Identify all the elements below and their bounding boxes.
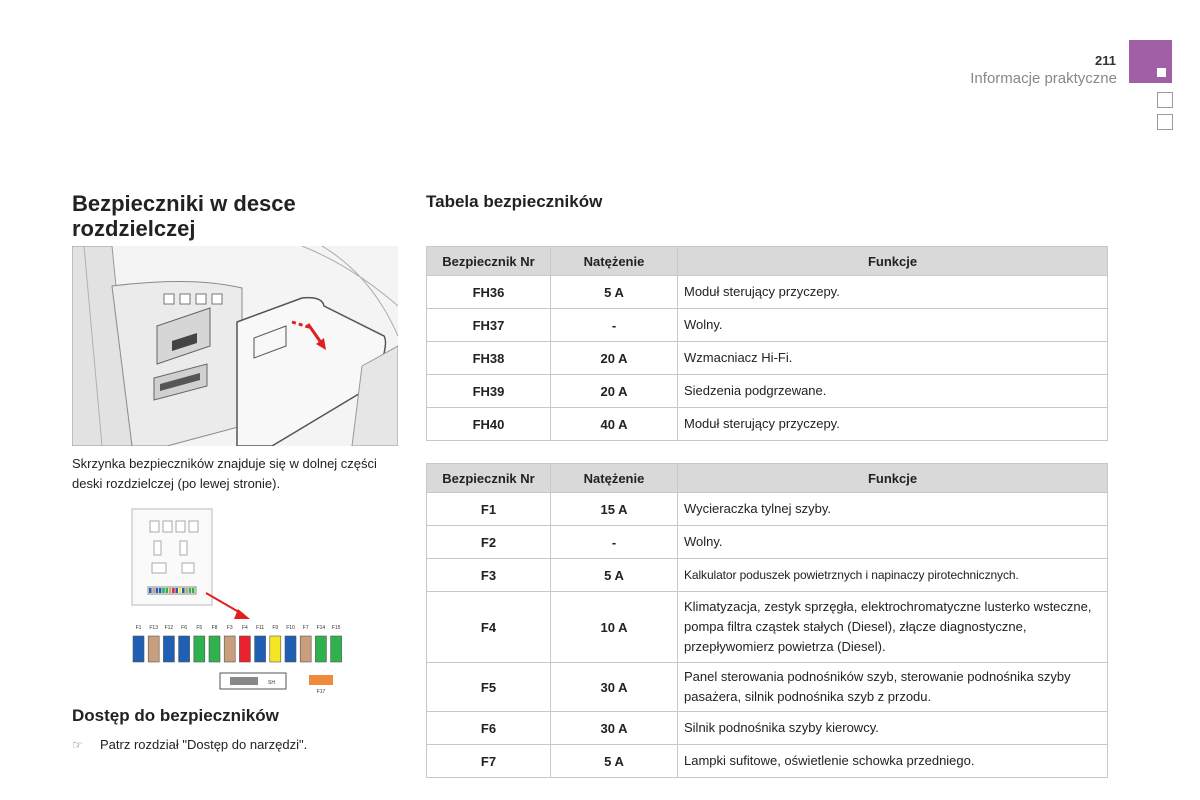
table-row <box>427 342 1108 375</box>
fuse-f1 <box>133 636 144 662</box>
mini-fuse <box>185 588 188 593</box>
fuse-f3 <box>224 636 235 662</box>
mini-fuse <box>162 588 165 593</box>
fuse-label: F8 <box>211 625 218 631</box>
fuse-f6 <box>179 636 190 662</box>
fuse-number-cell: F6 <box>427 712 551 745</box>
column-header-fuse-number: Bezpiecznik Nr <box>427 247 551 276</box>
mini-fuse <box>159 588 162 593</box>
table-row <box>427 493 1108 526</box>
table-row <box>427 559 1108 592</box>
amperage-cell: 30 A <box>551 712 678 745</box>
fuse-number-cell: FH38 <box>427 342 551 375</box>
dashboard-illustration <box>72 246 398 446</box>
page-number: 211 <box>1095 53 1116 68</box>
fusebox-diagram <box>128 505 360 697</box>
fuse-f4 <box>239 636 250 662</box>
amperage-cell: 5 A <box>551 559 678 592</box>
table-row <box>427 408 1108 441</box>
function-cell: Moduł sterujący przyczepy. <box>678 408 1108 441</box>
fuse-number-cell: F7 <box>427 745 551 778</box>
amperage-cell: - <box>551 309 678 342</box>
table-row <box>427 309 1108 342</box>
mini-fuse <box>189 588 192 593</box>
fuse-table-title: Tabela bezpieczników <box>426 192 603 211</box>
column-header-function: Funkcje <box>678 464 1108 493</box>
mini-fuse <box>149 588 152 593</box>
fuse-number-cell: FH39 <box>427 375 551 408</box>
fuse-number-cell: F4 <box>427 592 551 663</box>
fuse-label: F15 <box>331 625 341 631</box>
column-header-fuse-number: Bezpiecznik Nr <box>427 464 551 493</box>
fuse-f12 <box>163 636 174 662</box>
mini-fuse <box>179 588 182 593</box>
function-cell: Silnik podnośnika szyby kierowcy. <box>678 712 1108 745</box>
sh-label: SH <box>268 680 275 686</box>
function-cell: Moduł sterujący przyczepy. <box>678 276 1108 309</box>
access-heading: Dostęp do bezpieczników <box>72 706 279 725</box>
mini-fuse <box>166 588 169 593</box>
fuse-label: F11 <box>255 625 265 631</box>
fuse-table-f <box>426 463 1108 778</box>
table-row <box>427 663 1108 712</box>
amperage-cell: 10 A <box>551 592 678 663</box>
function-cell: Wolny. <box>678 309 1108 342</box>
access-reference-text: Patrz rozdział "Dostęp do narzędzi". <box>100 737 308 752</box>
fuse-f10 <box>285 636 296 662</box>
amperage-cell: 40 A <box>551 408 678 441</box>
fuse-f11 <box>255 636 266 662</box>
fuse-label: F7 <box>302 625 309 631</box>
chapter-tab <box>1157 92 1173 108</box>
function-cell: Panel sterowania podnośników szyb, sterowanie podnośnika szyby pasażera, silnik podnośnika szyb z przodu. <box>678 663 1108 712</box>
fusebox-location-text: Skrzynka bezpieczników znajduje się w dolnej części deski rozdzielczej (po lewej stronie). <box>72 456 377 491</box>
table-row <box>427 712 1108 745</box>
fuse-f9 <box>270 636 281 662</box>
fuse-label: F4 <box>241 625 248 631</box>
hand-pointer-icon: ☞ <box>72 737 83 752</box>
fuse-f13 <box>148 636 159 662</box>
fuse-number-cell: F1 <box>427 493 551 526</box>
mini-fuse <box>169 588 172 593</box>
section-title: Informacje praktyczne <box>970 70 1117 87</box>
fuse-label: F13 <box>149 625 159 631</box>
function-cell: Klimatyzacja, zestyk sprzęgła, elektrochromatyczne lusterko wsteczne, pompa filtra cząstek stałych (Diesel), złącze diagnostyczne, przepływomierz powietrza (Diesel). <box>678 592 1108 663</box>
amperage-cell: - <box>551 526 678 559</box>
fuse-f7 <box>300 636 311 662</box>
page-title: Bezpieczniki w desce rozdzielczej <box>72 191 296 241</box>
function-cell: Siedzenia podgrzewane. <box>678 375 1108 408</box>
column-header-function: Funkcje <box>678 247 1108 276</box>
fuse-number-cell: F2 <box>427 526 551 559</box>
amperage-cell: 20 A <box>551 342 678 375</box>
fuse-number-cell: F3 <box>427 559 551 592</box>
fuse-label: F3 <box>226 625 233 631</box>
function-cell: Lampki sufitowe, oświetlenie schowka przedniego. <box>678 745 1108 778</box>
mini-fuse <box>175 588 178 593</box>
amperage-cell: 5 A <box>551 276 678 309</box>
chapter-tab <box>1157 114 1173 130</box>
f17-label: F17 <box>316 689 326 695</box>
fuse-number-cell: FH40 <box>427 408 551 441</box>
table-row <box>427 592 1108 663</box>
table-row <box>427 745 1108 778</box>
fuse-number-cell: F5 <box>427 663 551 712</box>
fuse-f17 <box>309 675 333 685</box>
fuse-f15 <box>331 636 342 662</box>
fuse-f14 <box>315 636 326 662</box>
access-reference <box>72 737 307 752</box>
fuse-table-fh <box>426 246 1108 441</box>
function-cell: Kalkulator poduszek powietrznych i napinaczy pirotechnicznych. <box>678 559 1108 592</box>
amperage-cell: 20 A <box>551 375 678 408</box>
amperage-cell: 15 A <box>551 493 678 526</box>
fuse-label: F1 <box>135 625 142 631</box>
amperage-cell: 5 A <box>551 745 678 778</box>
fuse-label: F10 <box>286 625 295 631</box>
fuse-label: F9 <box>272 625 279 631</box>
mini-fuse <box>152 588 155 593</box>
mini-fuse <box>192 588 195 593</box>
amperage-cell: 30 A <box>551 663 678 712</box>
fuse-label: F6 <box>181 625 188 631</box>
function-cell: Wzmacniacz Hi-Fi. <box>678 342 1108 375</box>
mini-fuse <box>156 588 159 593</box>
mini-fuse <box>182 588 185 593</box>
chapter-tab-active <box>1129 40 1172 83</box>
table-row <box>427 375 1108 408</box>
fuse-label: F12 <box>164 625 174 631</box>
function-cell: Wycieraczka tylnej szyby. <box>678 493 1108 526</box>
fuse-label: F5 <box>196 625 203 631</box>
fuse-label: F14 <box>316 625 326 631</box>
function-cell: Wolny. <box>678 526 1108 559</box>
table-row <box>427 276 1108 309</box>
mini-fuse <box>172 588 175 593</box>
fuse-f8 <box>209 636 220 662</box>
fuse-number-cell: FH36 <box>427 276 551 309</box>
column-header-amperage: Natężenie <box>551 464 678 493</box>
tab-marker-icon <box>1157 68 1166 77</box>
column-header-amperage: Natężenie <box>551 247 678 276</box>
table-row <box>427 526 1108 559</box>
fuse-f5 <box>194 636 205 662</box>
fuse-number-cell: FH37 <box>427 309 551 342</box>
